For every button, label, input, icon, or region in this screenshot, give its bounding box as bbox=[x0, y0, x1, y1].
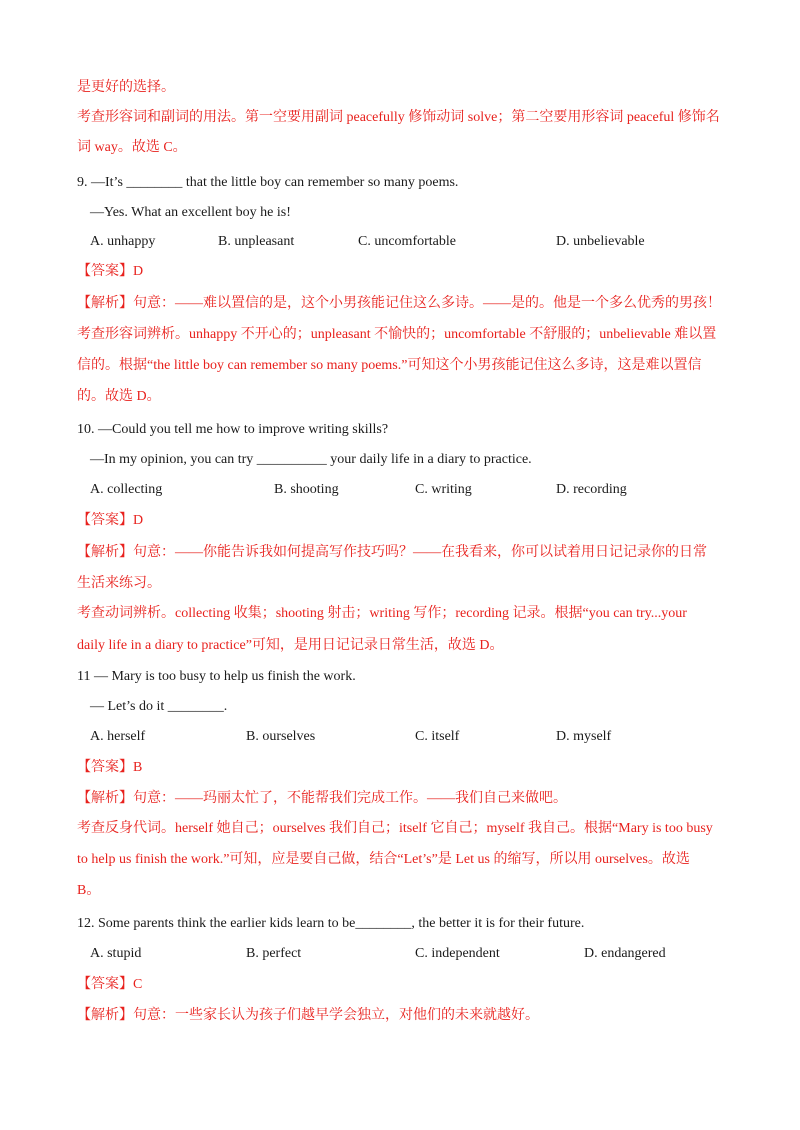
explanation-line: 【解析】句意：——难以置信的是，这个小男孩能记住这么多诗。——是的。他是一个多么优秀的男孩！ bbox=[77, 296, 721, 311]
option-b: B. ourselves bbox=[246, 729, 316, 744]
option-d: D. endangered bbox=[584, 946, 666, 961]
answer-label: 【答案】C bbox=[77, 977, 143, 992]
option-d: D. myself bbox=[556, 729, 612, 744]
explanation-line: B。 bbox=[77, 883, 101, 898]
explanation-line: 词 way。故选 C。 bbox=[77, 140, 187, 155]
option-d: D. unbelievable bbox=[556, 234, 645, 249]
explanation-line: 【解析】句意：——你能告诉我如何提高写作技巧吗？——在我看来，你可以试着用日记记录你的日常 bbox=[77, 545, 707, 560]
explanation-line: to help us finish the work.”可知，应是要自己做，结合“Let’s”是 Let us 的缩写，所以用 ourselves。故选 bbox=[77, 852, 690, 867]
explanation-line: 【解析】句意：——玛丽太忙了，不能帮我们完成工作。——我们自己来做吧。 bbox=[77, 791, 567, 806]
question-9-reply: —Yes. What an excellent boy he is! bbox=[90, 205, 291, 220]
option-c: C. itself bbox=[415, 729, 460, 744]
explanation-line: 考查形容词辨析。unhappy 不开心的；unpleasant 不愉快的；uncomfortable 不舒服的；unbelievable 难以置 bbox=[77, 327, 717, 342]
option-b: B. shooting bbox=[274, 482, 339, 497]
option-a: A. collecting bbox=[90, 482, 163, 497]
option-c: C. writing bbox=[415, 482, 472, 497]
option-a: A. stupid bbox=[90, 946, 142, 961]
answer-label: 【答案】D bbox=[77, 513, 144, 528]
explanation-line: 考查反身代词。herself 她自己；ourselves 我们自己；itself 它自己；myself 我自己。根据“Mary is too busy bbox=[77, 821, 713, 836]
question-10-stem: 10. —Could you tell me how to improve writing skills? bbox=[77, 422, 389, 437]
question-10-reply: —In my opinion, you can try __________ your daily life in a diary to practice. bbox=[90, 452, 532, 467]
question-9-stem: 9. —It’s ________ that the little boy can remember so many poems. bbox=[77, 175, 459, 190]
answer-label: 【答案】B bbox=[77, 760, 143, 775]
explanation-line: 是更好的选择。 bbox=[77, 80, 175, 95]
option-b: B. perfect bbox=[246, 946, 302, 961]
explanation-line: daily life in a diary to practice”可知，是用日记记录日常生活，故选 D。 bbox=[77, 638, 504, 653]
option-a: A. herself bbox=[90, 729, 146, 744]
question-11-reply: — Let’s do it ________. bbox=[90, 699, 228, 714]
option-b: B. unpleasant bbox=[218, 234, 295, 249]
explanation-line: 考查形容词和副词的用法。第一空要用副词 peacefully 修饰动词 solve；第二空要用形容词 peaceful 修饰名 bbox=[77, 110, 720, 125]
option-c: C. independent bbox=[415, 946, 500, 961]
option-c: C. uncomfortable bbox=[358, 234, 456, 249]
answer-label: 【答案】D bbox=[77, 264, 144, 279]
option-a: A. unhappy bbox=[90, 234, 156, 249]
explanation-line: 【解析】句意：一些家长认为孩子们越早学会独立，对他们的未来就越好。 bbox=[77, 1008, 539, 1023]
explanation-line: 生活来练习。 bbox=[77, 576, 161, 591]
explanation-line: 的。故选 D。 bbox=[77, 389, 161, 404]
explanation-line: 考查动词辨析。collecting 收集；shooting 射击；writing 写作；recording 记录。根据“you can try...your bbox=[77, 606, 687, 621]
question-12-stem: 12. Some parents think the earlier kids learn to be________, the better it is for their future. bbox=[77, 916, 585, 931]
question-11-stem: 11 — Mary is too busy to help us finish the work. bbox=[77, 669, 356, 684]
explanation-line: 信的。根据“the little boy can remember so many poems.”可知这个小男孩能记住这么多诗，这是难以置信 bbox=[77, 358, 702, 373]
option-d: D. recording bbox=[556, 482, 627, 497]
